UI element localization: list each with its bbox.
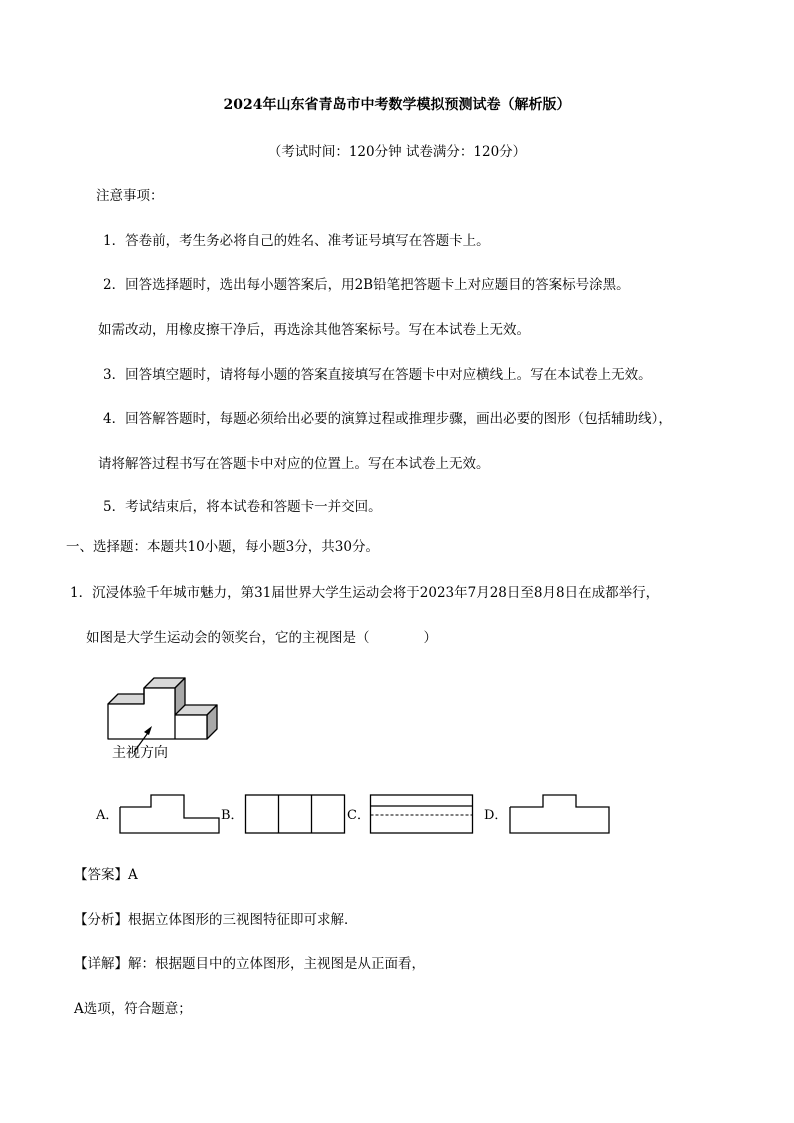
option-b-label: B． (221, 808, 244, 823)
note-item-2: 2．回答选择题时，选出每小题答案后，用2B铅笔把答题卡上对应题目的答案标号涂黑。 (103, 277, 630, 293)
option-a-figure (118, 793, 222, 835)
option-a-note: A选项，符合题意； (74, 1001, 192, 1017)
option-b-figure (244, 793, 348, 835)
question-1-stem-line1: 1．沉浸体验千年城市魅力，第31届世界大学生运动会将于2023年7月28日至8月8日在成都举行， (70, 585, 660, 601)
note-item-2-cont: 如需改动，用橡皮擦干净后，再选涂其他答案标号。写在本试卷上无效。 (98, 322, 530, 338)
detail-line: 【详解】解：根据题目中的立体图形，主视图是从正面看， (74, 956, 425, 972)
note-item-4: 4．回答解答题时，每题必须给出必要的演算过程或推理步骤，画出必要的图形（包括辅助线）， (103, 411, 672, 427)
option-a-label: A． (96, 808, 119, 823)
analysis-line: 【分析】根据立体图形的三视图特征即可求解． (74, 912, 358, 928)
exam-info: （考试时间：120分钟 试卷满分：120分） (267, 144, 527, 160)
note-item-1: 1．答卷前，考生务必将自己的姓名、准考证号填写在答题卡上。 (103, 233, 490, 249)
section-heading: 一、选择题：本题共10小题，每小题3分，共30分。 (66, 539, 379, 555)
page-title: 2024年山东省青岛市中考数学模拟预测试卷（解析版） (223, 97, 571, 113)
option-c-figure (369, 793, 475, 835)
question-1-stem-line2: 如图是大学生运动会的领奖台，它的主视图是（ ） (86, 630, 437, 646)
option-d-label: D． (484, 808, 508, 823)
option-d-figure (508, 793, 612, 835)
note-item-3: 3．回答填空题时，请将每小题的答案直接填写在答题卡中对应横线上。写在本试卷上无效。 (103, 367, 652, 383)
figure-caption: 主视方向 (112, 745, 168, 761)
notes-heading: 注意事项： (96, 188, 164, 204)
answer-line: 【答案】A (74, 867, 138, 883)
note-item-5: 5．考试结束后，将本试卷和答题卡一并交回。 (103, 499, 382, 515)
note-item-4-cont: 请将解答过程书写在答题卡中对应的位置上。写在本试卷上无效。 (98, 456, 490, 472)
option-c-label: C． (347, 808, 370, 823)
